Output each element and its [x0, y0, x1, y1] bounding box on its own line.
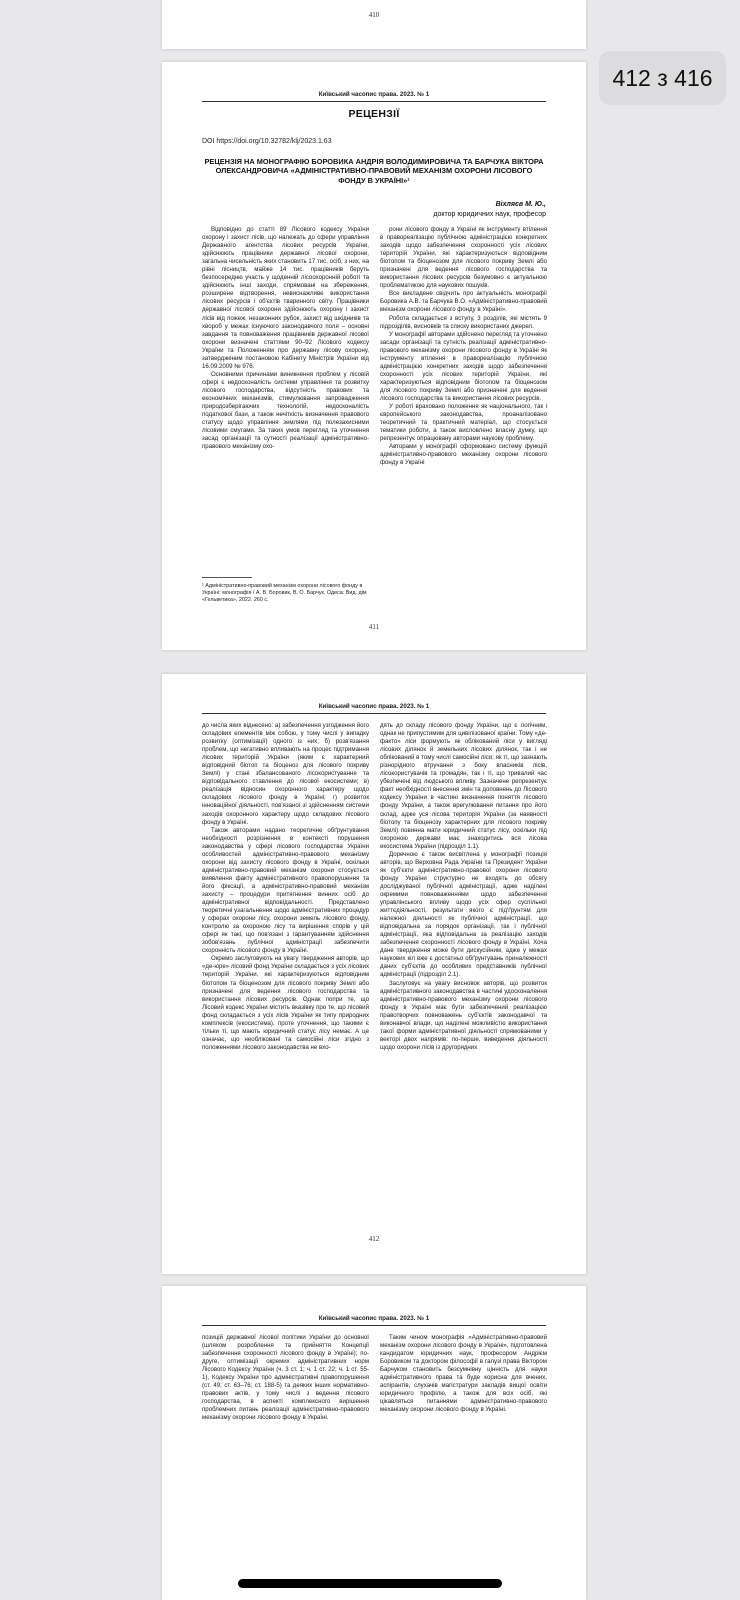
right-column	[380, 722, 547, 1241]
paragraph: Також авторами надано теоретичне обґрунтування необхідності розрізнення в контексті порушення законодавства у сфері лісового господарства України особливостей адміністративно-правового механізму охорони від захисту лісового фонду в Україні, оскільки адміністративно-правовий механізм охорони стосується виявлення факту адміністративного правопорушення та його фіксації, а адміністративно-правовий механізм захисту – процедури притягнення винних осіб до адміністративної відповідальності. Представлено теоретичні узагальнення щодо адміністративних процедур у сферах охорони лісу, охорони земель лісового фонду, контролю за охороною лісу та вирішення спорів у цій сфері як такі, що пов'язані з гарантуванням здійснення зобов'язань публічної адміністрації забезпечити схоронність лісового фонду в Україні.	[202, 826, 369, 955]
paragraph: У монографії авторами здійснено перегляд та уточнено засади організації та сутність реалізації адміністративно-правового механізму охорони лісового фонду в Україні як інструменту втілення в правореалізацію публічною адміністрацією конкретних заходів щодо забезпечення схоронності усіх лісових територій України, які характеризуються відповідним біотопом та біоценозом для лісового покриву Землі або призначені для ведення лісового господарства та використання лісових ресурсів.	[380, 330, 547, 402]
author-block	[433, 200, 546, 219]
paragraph: Доречною є також висвітлена у монографії позиція авторів, що Верховна Рада України та Президент України як суб'єкти адміністративно-правової охорони лісового фонду України структурно не входять до обсягу досліджуваної публічної адміністрації, адже наділені окремими повноваженнями щодо забезпечення управлінського впливу щодо усіх сфер суспільної життєдіяльності, результати якого є під'ґрунтям для належної діяльності як публічної адміністрації, що відповідальна за порядок організації, так і публічної адміністрації, яка відповідальна за реалізацію заходів забезпечення схоронності лісового фонду в Україні. Хоча дане твердження може бути дискусійним, адже у межах наукових кіл вже є достатньо обґрунтувань приналежності даних суб'єктів до особливих представників публічної адміністрації (підрозділ 2.1).	[380, 850, 547, 979]
author-degree: доктор юридичних наук, професор	[433, 210, 546, 218]
journal-header: Київський часопис права. 2023. № 1	[202, 703, 546, 714]
paragraph: Основними причинами виникнення проблем у лісовій сфері є недосконалість системи управління та розвитку лісового господарства, відсутність правових та економічних механізмів, стимулювання запровадження природозберігаючих технологій, недосконалість податкової бази, а також нечіткість визначення правового статусу щодо управління землями під полезахисними лісовими смугами. За таких умов перегляд та уточнення засад організації та сутності реалізації адміністративно-правового механізму охо-	[202, 370, 369, 451]
page-412	[162, 674, 586, 1274]
paragraph: дять до складу лісового фонду України, що є логічним, однак не припустимим для цивілізованої країни. Тому «де-факто» ліси формують як облікований ліси у вигляді лісових ділянок й земельних лісових ділянок, так і не облікований в тому числі самосійні ліси; як ті, що зазнають різнорідного втручання з боку власників лісів, лісокористувачів та громадян, так і ті, що тривалий час убезпечені від людського впливу. Зазначене репрезентує факт необхідності внесення змін та доповнень до Лісового кодексу України в частині визначення поняття лісового фонду України, а також врегулювання питання про його склад, адже уся лісова територія України (за наявності біотопу та біоценозу характерних для лісового покриву Землі) повинна мати юридичний статус лісу, оскільки під охороною держави має знаходитись вся лісова екосистема України (підрозділ 1.1).	[380, 722, 547, 850]
page-413	[162, 1286, 586, 1600]
left-column	[202, 722, 369, 1241]
paragraph: Окремо заслуговують на увагу твердження авторів, що «де-юре» лісовий фонд України складається з усіх лісових територій України, які характеризуються відповідним біотопом та біоценозом для лісового покриву Землі або призначені для ведення лісового господарства та використання лісових ресурсів. Однак попри те, що Лісовий кодекс України містить вказівку про те, що лісовий фонд складається з усіх лісів України як типу природних комплексів (екосистема), проте уточнення, що такими є тільки ті, що мають юридичний статус лісу немає. А це означає, що необліковані та самосійні ліси згідно з положеннями лісового законодавства не вхо-	[202, 955, 369, 1051]
page-counter-text: 412 з 416	[612, 64, 713, 91]
article-title: РЕЦЕНЗІЯ НА МОНОГРАФІЮ БОРОВИКА АНДРІЯ ВОЛОДИМИРОВИЧА ТА БАРЧУКА ВІКТОРА ОЛЕКСАНДРОВИЧА «АДМІНІСТРАТИВНО-ПРАВОВИЙ МЕХАНІЗМ ОХОРОНИ ЛІСОВОГО ФОНДУ В УКРАЇНІ»¹	[204, 157, 544, 185]
journal-header: Київський часопис права. 2023. № 1	[202, 91, 546, 102]
left-column	[202, 1334, 369, 1484]
doi-line: DOI https://doi.org/10.32782/klj/2023.1.63	[202, 138, 332, 145]
page-number: 412	[368, 1235, 380, 1243]
paragraph: рони лісового фонду в Україні як інструменту втілення в правореалізацію публічною адміністрацією конкретних заходів щодо забезпечення схоронності усіх лісових територій України, які характеризуються відповідним біотопом та біоценозом для лісового покриву Землі або призначені для ведення лісового господарства та використання лісових ресурсів безумовно є актуальною проблематикою для наукових пошуків.	[380, 226, 547, 290]
paragraph: Робота складається з вступу, 3 розділів, які містять 9 підрозділів, висновків та списку використаних джерел.	[380, 314, 547, 330]
paragraph: Таким чином монографія «Адміністративно-правовий механізм охорони лісового фонду в Україні», підготовлена кандидатом юридичних наук, професором Андрієм Боровиком та доктором філософії в галузі права Віктором Барчуком становить безсумнівну цінність для науки адміністративного права та буде корисна для вчених, аспірантів, слухачів магістратури закладів вищої освіти юридичного профілю, а також для всіх осіб, які цікавляться питаннями адміністративно-правового механізму охорони лісового фонду в Україні.	[380, 1334, 547, 1414]
right-column	[380, 1334, 547, 1484]
author-name: Віхляєв М. Ю.,	[495, 201, 546, 208]
footnote: ¹ Адміністративно-правовий механізм охорони лісового фонду в Україні: монографія / А. В. Боровик, В. О. Барчук. Одеса: Вид. дім «Гельветика», 2022. 260 с.	[202, 583, 367, 603]
paragraph: Все викладене свідчить про актуальність монографії Боровика А.В. та Барчука В.О. «Адміністративно-правовий механізм охорони лісового фонду в Україні».	[380, 290, 547, 314]
page-410	[162, 0, 586, 49]
page-411	[162, 62, 586, 650]
paragraph: Заслуговує на увагу висновок авторів, що розвиток адміністративного законодавства в частині удосконалення адміністративно-правового механізму охорони лісового фонду в Україні має бути забезпечений реалізацією правотворчих повноважень суб'єктів законодавчої та виконавчої влади, що наділені можливістю використання такої форми адміністративної діяльності спрямованими у векторі двох напрямів: по-перше, виведення діяльності щодо охорони лісів із другорядних	[380, 979, 547, 1051]
journal-header: Київський часопис права. 2023. № 1	[202, 1315, 546, 1326]
paragraph: Авторами у монографії сформовано систему функцій адміністративно-правового механізму охорони лісового фонду в Україні	[380, 443, 547, 467]
footnote-divider	[202, 577, 252, 578]
paragraph: Відповідно до статті 89 Лісового кодексу України охорону і захист лісів, що належать до сфери управління Державного агентства лісових ресурсів України, здійснюють працівники державної лісової охорони, загальна чисельність яких становить 17 тис. осіб, з них, на рівні лісництв, майже 14 тис. працівників беруть безпосередню участь у щоденній лісоохоронній роботі та здійснюють інші заходи, спрямовані на збереження, розширене відтворення, невиснажливе використання лісових ресурсів і об'єктів тваринного світу. Працівники державної лісової охорони здійснюють охорону і захист лісів від пожеж, незаконних рубок, захист від шкідників та хвороб у межах існуючого законодавчого поля – основні завдання та повноваження працівників державної лісової охорони визначені статтями 90–92 Лісового кодексу України та Положенням про державну лісову охорону, затвердженим постановою Кабінету Міністрів України від 16.09.2009 № 976.	[202, 226, 369, 370]
paragraph: позицій державної лісової політики України до основної (шляхом розроблення та прийняття Концепції забезпечення схоронності лісового фонду в Україні); по-друге, оптимізації окремих адміністративних норм Лісового Кодексу України (ч. 3 ст. 1; ч. 1 ст. 22; ч. 1 ст. 55-1), Кодексу України про адміністративні правопорушення (ст. 49; ст. 63–76; ст. 188-5) та деяких інших нормативно-правових актів, у тому числі з ведення лісового господарства, в аспекті комплексного вирішення проблемних питань реалізації адміністративно-правового механізму охорони лісового фонду в Україні.	[202, 1334, 369, 1422]
right-column	[380, 226, 547, 636]
paragraph: У роботі враховано положення як національного, так і європейського законодавства, проаналізовано теоретичний та практичний матеріал, що стосується тематики роботи, а також висловлено власну думку, що репрезентує опрацювану авторами наукову проблему.	[380, 403, 547, 443]
home-indicator[interactable]	[238, 1579, 502, 1588]
page-number: 411	[368, 623, 380, 631]
page-counter-badge	[599, 51, 726, 105]
left-column	[202, 226, 369, 559]
page-number: 410	[368, 11, 380, 19]
section-title: РЕЦЕНЗІЇ	[348, 108, 400, 120]
paragraph: до числа яких віднесено: а) забезпечення узгодження його складових елементів між собою, у тому числі у випадку розвитку (оптимізації) одного із них; б) розв'язання проблем, що негативно впливають на процес підтримання лісових територій України (яким є характерний відповідний біотоп та біоценоз для лісового покриву Землі) у стані збалансованого лісокористування та відповідального ставлення до лісової екосистеми; в) реалізація відносин охоронного характеру щодо складових лісового фонду в Україні; г) розвиток інноваційної діяльності, пов'язаної зі здійсненням системи заходів охоронного характеру щодо складових лісового фонду в Україні.	[202, 722, 369, 826]
